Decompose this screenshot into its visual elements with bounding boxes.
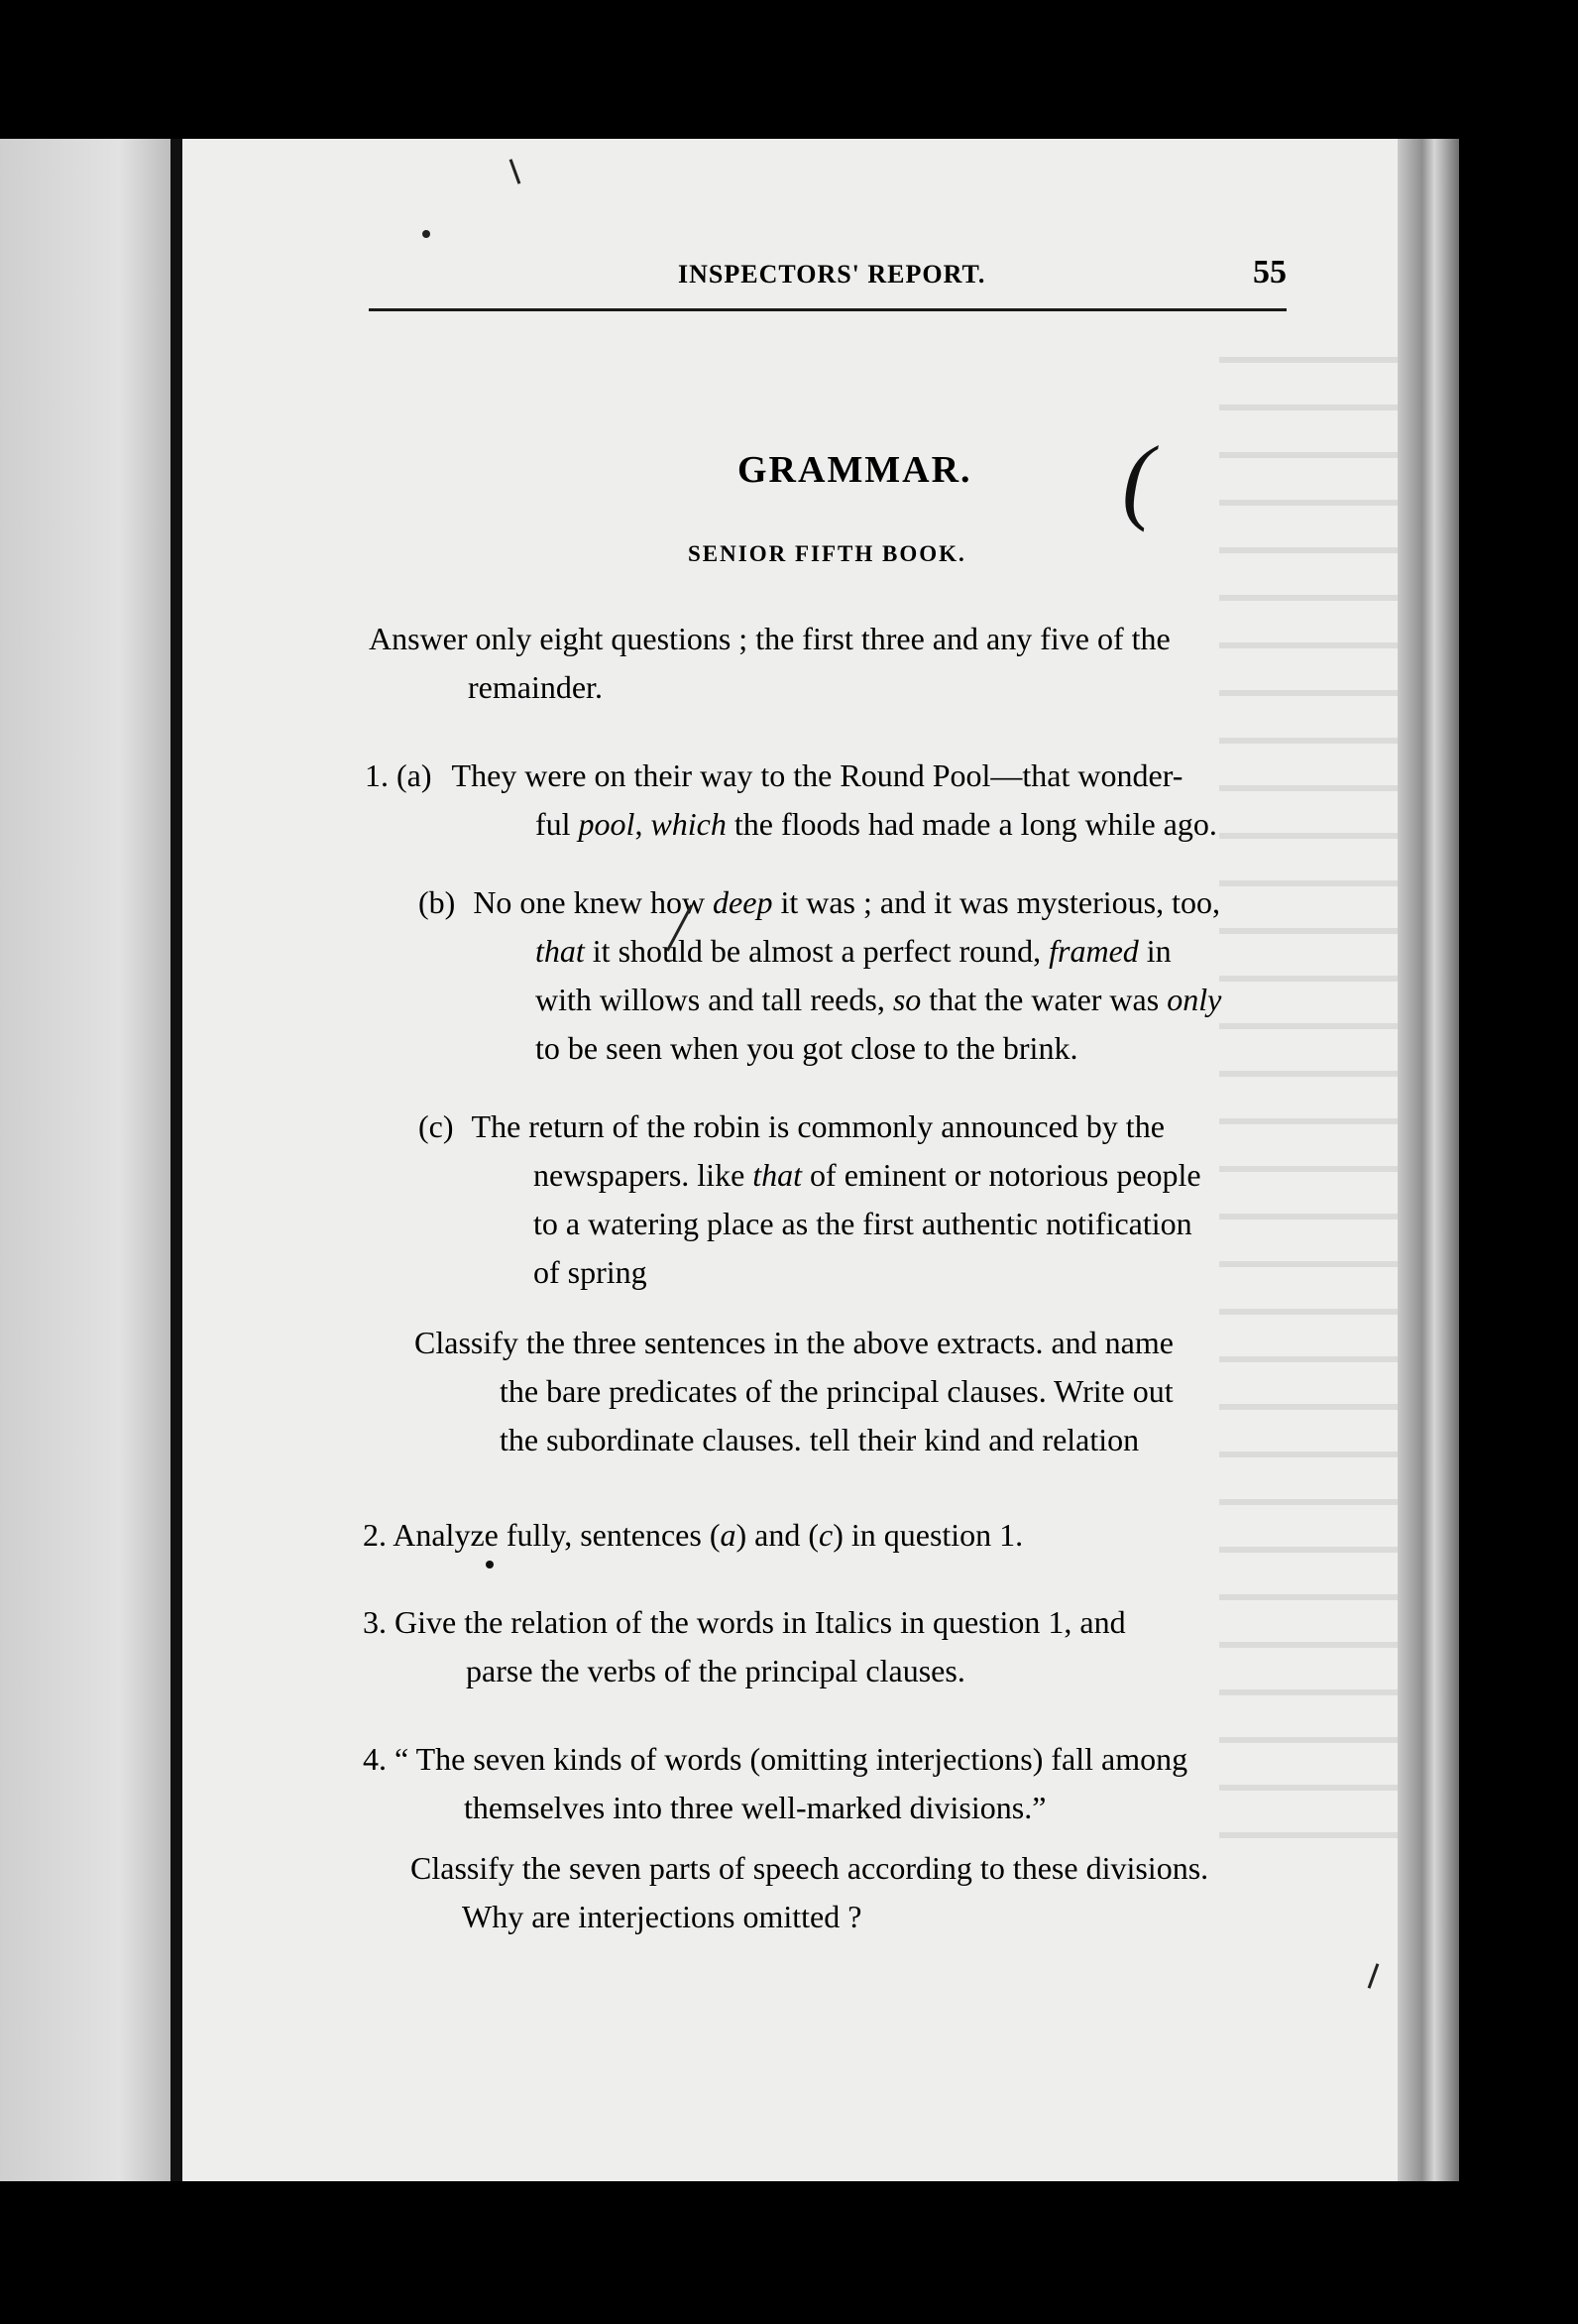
question-1-task-line-2: the bare predicates of the principal clauses. Write out bbox=[500, 1373, 1174, 1409]
question-2-pre: 2. Analyze fully, sentences ( bbox=[363, 1517, 721, 1553]
question-1b-line-3-pre: with willows and tall reeds, bbox=[535, 982, 893, 1017]
question-1b-line-1-post: it was ; and it was mysterious, too, bbox=[772, 884, 1220, 920]
question-1b-line-2-post: in bbox=[1138, 933, 1172, 969]
running-head-title: INSPECTORS' REPORT. bbox=[678, 260, 986, 289]
question-1a-line-2-post: the floods had made a long while ago. bbox=[726, 806, 1217, 842]
question-1b-line-3-mid: that the water was bbox=[921, 982, 1168, 1017]
bleed-through-shadow bbox=[1219, 357, 1398, 1844]
question-1a-marker: 1. (a) bbox=[365, 757, 432, 793]
page-number: 55 bbox=[1253, 254, 1287, 290]
page-stack-edge bbox=[1398, 139, 1459, 2181]
italic-word: which bbox=[650, 806, 727, 842]
question-2-post: ) in question 1. bbox=[833, 1517, 1024, 1553]
question-2-mid: ) and ( bbox=[735, 1517, 819, 1553]
instructions-line-2: remainder. bbox=[468, 669, 603, 705]
question-3-line-2: parse the verbs of the principal clauses. bbox=[466, 1653, 965, 1688]
handwritten-mark: ( bbox=[1122, 426, 1154, 532]
italic-word: that bbox=[752, 1157, 803, 1193]
question-1a-line-1: They were on their way to the Round Pool—that wonder- bbox=[451, 757, 1184, 793]
question-1c-line-2-post: of eminent or notorious people bbox=[802, 1157, 1201, 1193]
question-1-task-line-1: Classify the three sentences in the above extracts. and name bbox=[414, 1325, 1174, 1360]
question-1b-line-1-pre: No one knew how bbox=[473, 884, 714, 920]
question-1c bbox=[418, 1103, 1201, 1297]
question-1a-line-2-pre: ful bbox=[535, 806, 579, 842]
italic-word: deep bbox=[713, 884, 773, 920]
italic-word: pool bbox=[578, 806, 635, 842]
header-rule bbox=[369, 308, 1287, 311]
italic-word: framed bbox=[1049, 933, 1139, 969]
question-4-line-1: 4. “ The seven kinds of words (omitting interjections) fall among bbox=[363, 1741, 1188, 1777]
question-1c-line-1: The return of the robin is commonly announced by the bbox=[471, 1108, 1165, 1144]
question-1c-line-3: to a watering place as the first authentic notification bbox=[533, 1206, 1192, 1241]
section-heading: GRAMMAR. bbox=[737, 449, 972, 491]
italic-letter: a bbox=[720, 1517, 736, 1553]
question-1-task bbox=[414, 1319, 1174, 1464]
question-1b-line-1 bbox=[473, 884, 1220, 920]
ink-dot bbox=[486, 1561, 494, 1569]
facing-page-edge bbox=[0, 139, 170, 2181]
italic-word: only bbox=[1167, 982, 1222, 1017]
question-4 bbox=[363, 1735, 1208, 1941]
question-1c-line-2-pre: newspapers. like bbox=[533, 1157, 753, 1193]
italic-word: that bbox=[535, 933, 585, 969]
section-subheading: SENIOR FIFTH BOOK. bbox=[688, 541, 966, 566]
italic-word: so bbox=[892, 982, 922, 1017]
question-1b-marker: (b) bbox=[418, 884, 456, 920]
question-1c-line-4: of spring bbox=[533, 1254, 647, 1290]
question-1b-line-2-mid: it should be almost a perfect round, bbox=[584, 933, 1050, 969]
instructions bbox=[369, 615, 1171, 712]
question-4-line-3: Classify the seven parts of speech according to these divisions. bbox=[410, 1850, 1209, 1886]
question-1a-line-2-mid: , bbox=[634, 806, 651, 842]
instructions-line-1: Answer only eight questions ; the first three and any five of the bbox=[369, 621, 1171, 656]
question-4-line-4: Why are interjections omitted ? bbox=[462, 1899, 862, 1934]
question-1b-line-4: to be seen when you got close to the brink. bbox=[535, 1030, 1078, 1066]
book-gutter bbox=[170, 139, 182, 2181]
question-4-line-2: themselves into three well-marked divisions.” bbox=[464, 1790, 1047, 1825]
question-1a bbox=[365, 752, 1217, 849]
scan-speck bbox=[422, 230, 430, 238]
question-3 bbox=[363, 1598, 1126, 1695]
question-1-task-line-3: the subordinate clauses. tell their kind and relation bbox=[500, 1422, 1140, 1457]
question-1c-marker: (c) bbox=[418, 1108, 454, 1144]
italic-letter: c bbox=[818, 1517, 834, 1553]
question-3-line-1: 3. Give the relation of the words in Italics in question 1, and bbox=[363, 1604, 1126, 1640]
question-2 bbox=[363, 1511, 1023, 1560]
question-1b bbox=[418, 878, 1221, 1073]
